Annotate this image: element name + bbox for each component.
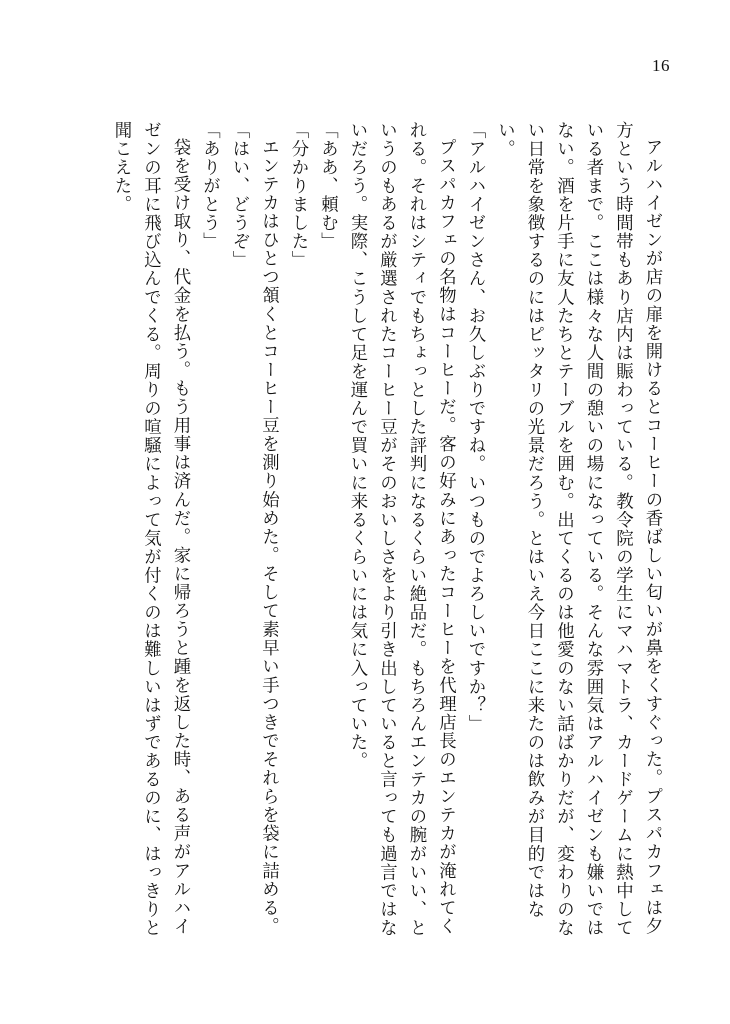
paragraph-dialogue-2: 「ああ、頼む」 bbox=[317, 121, 338, 251]
paragraph-narration-1: アルハイゼンが店の扉を開けるとコーヒーの香ばしい匂いが鼻をくすぐった。プスパカフェは夕方という時間帯もあり店内は賑わっている。教令院の学生にマハマトラ、カードゲームに熱中している者まで。ここは様々な人間の憩いの場になっている。そんな雰囲気はアルハイゼンも嫌いではない。酒を片手に友人たちとテーブルを囲む。出てくるのは他愛のない話ばかりだが、変わりのない日常を象徴するのにはピッタリの光景だろう。とはいえ今日ここに来たのは飲みが目的ではない。 bbox=[494, 121, 662, 938]
paragraph-dialogue-3: 「分かりました」 bbox=[288, 121, 308, 270]
body-text bbox=[56, 121, 666, 951]
paragraph-dialogue-4: 「ありがとう」 bbox=[199, 121, 220, 251]
paragraph-narration-4: 袋を受け取り、代金を払う。もう用事は済んだ。家に帰ろうと踵を返した時、ある声がアルハイゼンの耳に飛び込んでくる。周りの喧騒によって気が付くのは難しいはずであるのに、はっきりと聞こえた。 bbox=[111, 121, 190, 938]
paragraph-dialogue-1: 「アルハイゼンさん、お久しぶりですね。いつものでよろしいですか？」 bbox=[465, 121, 485, 734]
paragraph-narration-3: エンテカはひとつ頷くとコーヒー豆を測り始めた。そして素早い手つきでそれらを袋に詰める。「はい、どうぞ」 bbox=[229, 121, 279, 937]
page-number: 16 bbox=[652, 56, 670, 75]
paragraph-narration-2: プスパカフェの名物はコーヒーだ。客の好みにあったコーヒーを代理店長のエンテカが淹れてくれる。それはシティでもちょっとした評判になるくらい絶品だ。もちろんエンテカの腕がいい、というのもあるが厳選されたコーヒー豆がそのおいしさをより引き出していると言っても過言ではないだろう。実際、こうして足を運んで買いに来るくらいには気に入っていた。 bbox=[347, 121, 456, 938]
